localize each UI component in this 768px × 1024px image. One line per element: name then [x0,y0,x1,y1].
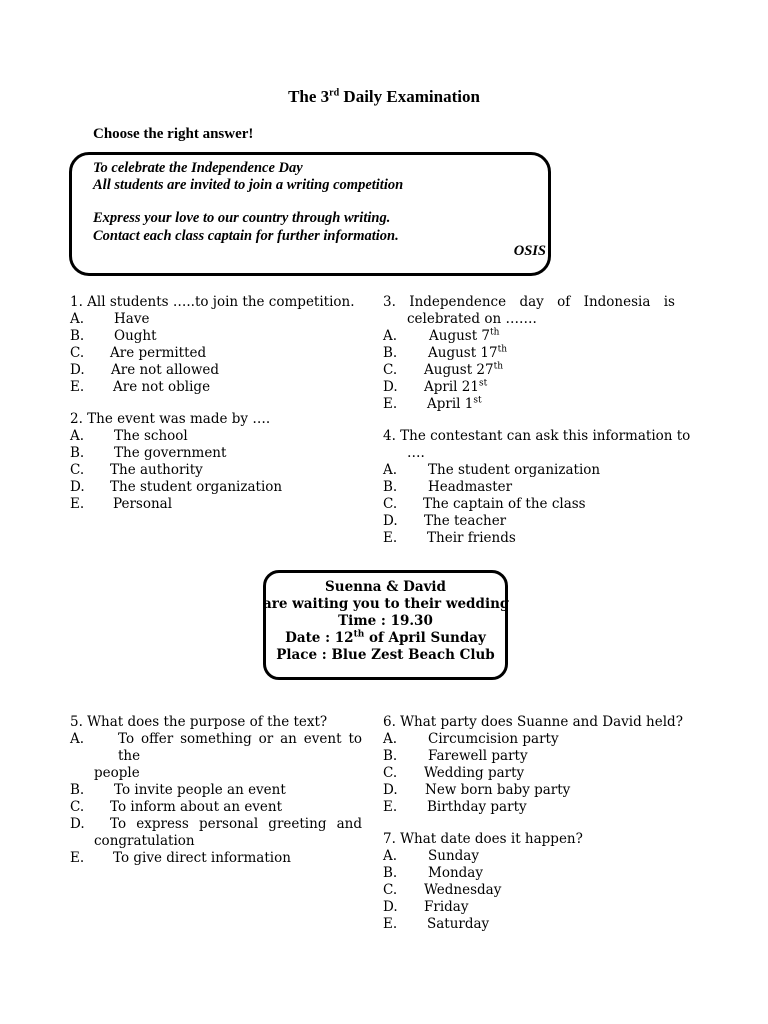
option-e[interactable]: E. Are not oblige [70,379,211,395]
notice-line: Contact each class captain for further information. [93,228,399,244]
option-c[interactable]: C. The authority [70,462,203,478]
option-a[interactable]: A. The student organization [383,462,601,478]
option-e[interactable]: E. April 1st [383,395,482,412]
question-3 [383,294,675,413]
invitation-place: Place : Blue Zest Beach Club [276,647,495,663]
invitation-names: Suenna & David [325,579,446,595]
option-e[interactable]: E. Birthday party [383,799,527,815]
option-a[interactable]: A. Circumcision party [383,731,559,747]
option-a[interactable]: A. Sunday [383,848,479,864]
option-e[interactable]: E. Saturday [383,916,490,932]
page-title: The 3rd Daily Examination [288,87,480,106]
option-d[interactable]: D. Friday [383,899,469,915]
option-d[interactable]: D. The teacher [383,513,507,529]
question-4 [383,428,691,547]
option-b[interactable]: B. Ought [70,328,157,344]
option-c[interactable]: C. Are permitted [70,345,207,361]
option-d[interactable]: D. Are not allowed [70,362,220,378]
option-a[interactable]: A. To offer something or an event to the people [70,731,362,781]
invitation-date: Date : 12th of April Sunday [285,629,486,646]
question-6 [383,714,683,816]
question-text: 3. Independence day of Indonesia is [383,294,675,310]
option-a[interactable]: A. August 7th [383,327,500,344]
option-a[interactable]: A. The school [70,428,188,444]
option-d[interactable]: D. The student organization [70,479,283,495]
option-b[interactable]: B. Farewell party [383,748,528,764]
question-text: 7. What date does it happen? [383,831,583,847]
notice-line: All students are invited to join a writing competition [93,177,404,193]
question-text: 4. The contestant can ask this information to [383,428,691,444]
option-b[interactable]: B. Monday [383,865,483,881]
instruction: Choose the right answer! [93,126,254,142]
option-c[interactable]: C. Wedding party [383,765,525,781]
question-text-cont: …. [407,445,425,461]
question-5 [70,714,362,867]
option-b[interactable]: B. The government [70,445,227,461]
notice-line: Express your love to our country through writing. [93,210,391,226]
invitation-time: Time : 19.30 [338,613,433,629]
question-text: 5. What does the purpose of the text? [70,714,328,730]
invitation-line: are waiting you to their wedding [263,596,510,612]
option-c[interactable]: C. The captain of the class [383,496,586,512]
option-b[interactable]: B. Headmaster [383,479,513,495]
question-1 [70,294,362,396]
question-text-cont: celebrated on ……. [407,311,537,327]
notice-line: To celebrate the Independence Day [93,160,303,176]
option-e[interactable]: E. To give direct information [70,850,291,866]
option-a[interactable]: A. Have [70,311,150,327]
question-text: 1. All students …..to join the competition. [70,294,355,310]
option-c[interactable]: C. To inform about an event [70,799,283,815]
option-d[interactable]: D. April 21st [383,378,488,395]
question-text: 2. The event was made by …. [70,411,271,427]
option-b[interactable]: B. August 17th [383,344,508,361]
notice-signature: OSIS [513,243,546,259]
option-c[interactable]: C. August 27th [383,361,504,378]
question-7 [383,831,675,933]
option-d[interactable]: D. New born baby party [383,782,571,798]
question-text: 6. What party does Suanne and David held? [383,714,683,730]
option-e[interactable]: E. Their friends [383,530,516,546]
option-d[interactable]: D. To express personal greeting and congratulation [70,816,362,849]
option-b[interactable]: B. To invite people an event [70,782,286,798]
option-c[interactable]: C. Wednesday [383,882,502,898]
option-e[interactable]: E. Personal [70,496,173,512]
question-2 [70,411,362,513]
